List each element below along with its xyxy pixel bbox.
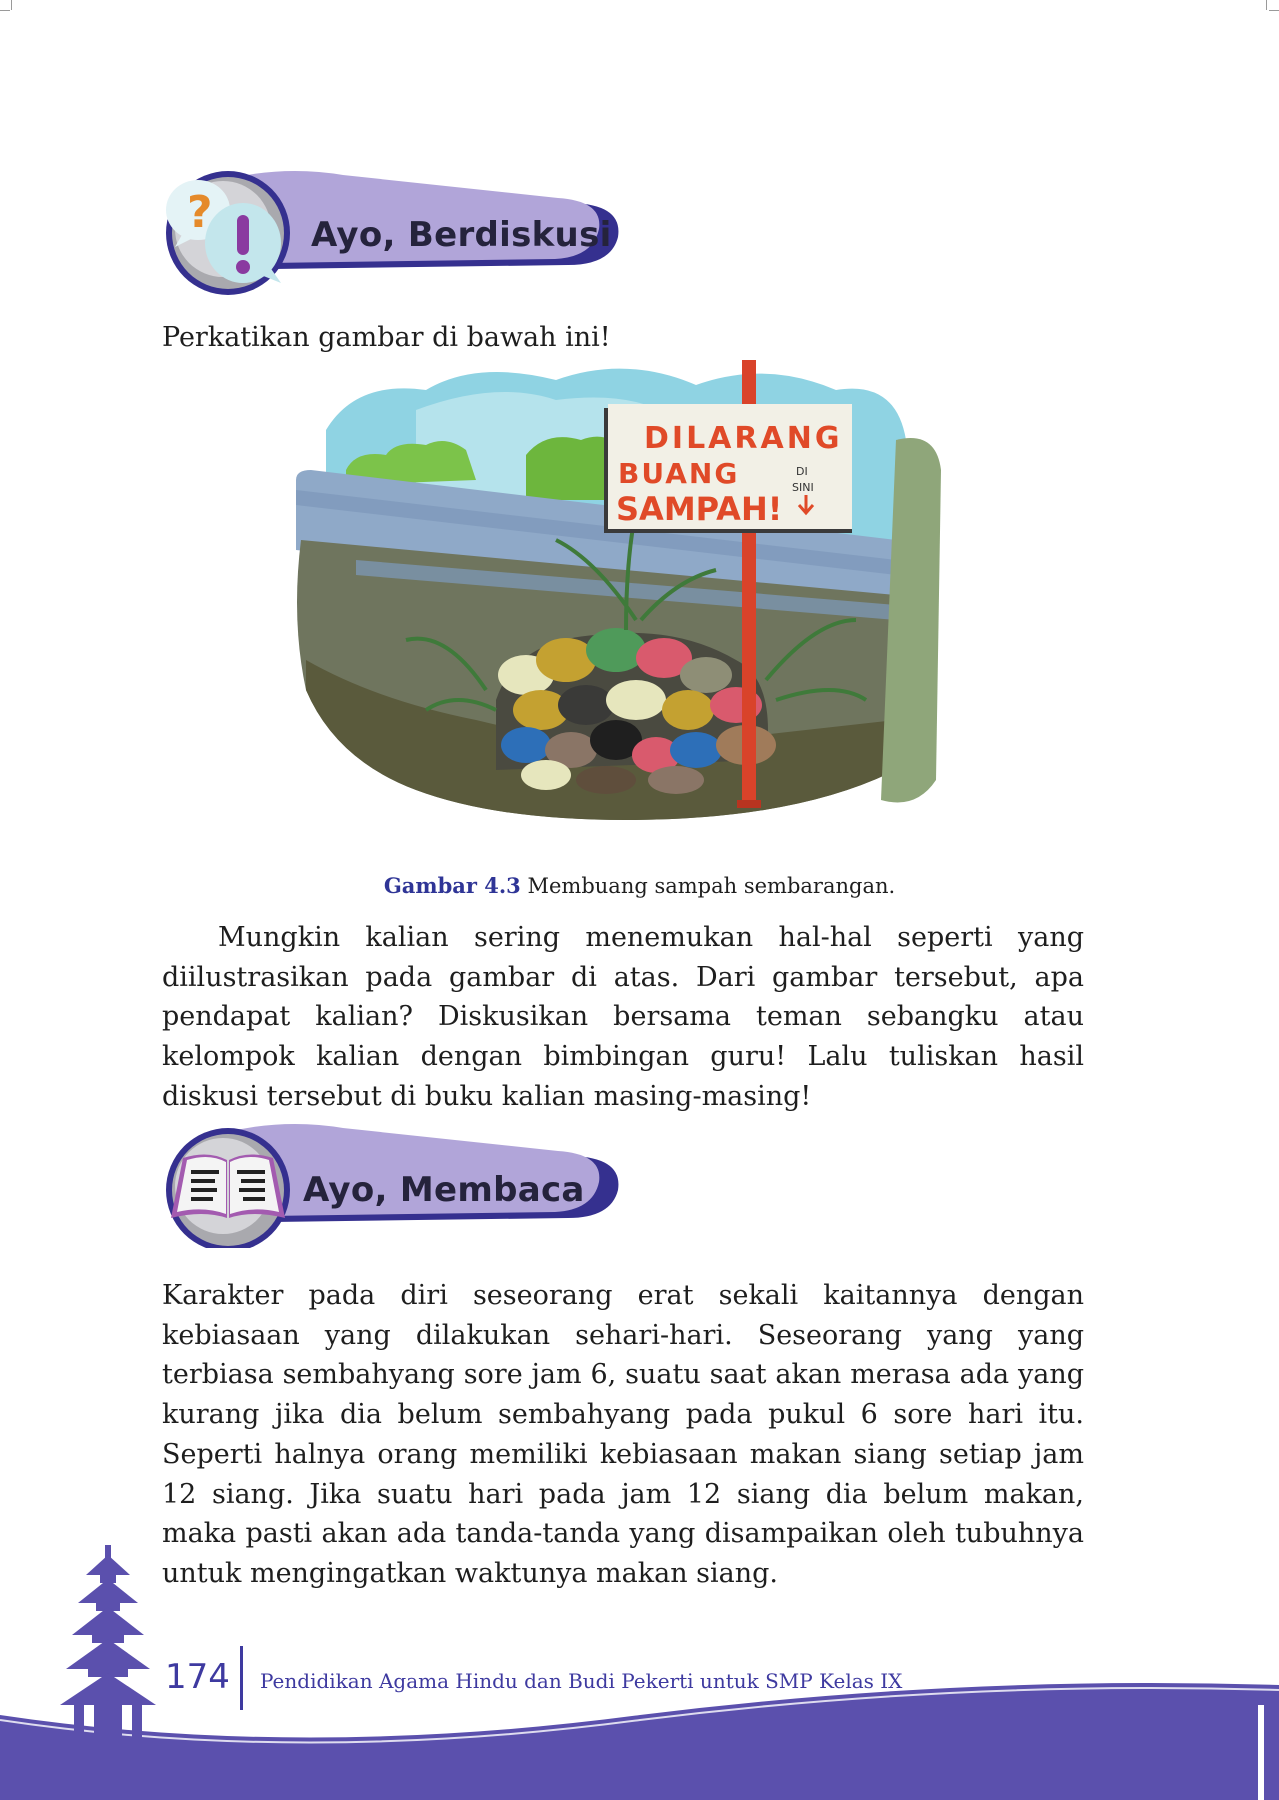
svg-text:DILARANG: DILARANG	[644, 421, 843, 456]
figure-label: Gambar 4.3	[383, 873, 521, 898]
instruction-text: Perkatikan gambar di bawah ini!	[162, 322, 611, 353]
svg-text:?: ?	[187, 187, 213, 238]
svg-text:SINI: SINI	[792, 481, 814, 494]
crop-mark	[1266, 0, 1267, 10]
reading-section-banner	[163, 1118, 623, 1248]
discussion-paragraph: Mungkin kalian sering menemukan hal-hal seperti yang diilustrasikan pada gambar di atas. Dari gambar tersebut, apa pendapat kalian? Diskusikan bersama teman sebangku atau kelompok kalian dengan bimbingan guru! Lalu tuliskan hasil diskusi tersebut di buku kalian masing-masing!	[162, 922, 1084, 1112]
svg-text:BUANG: BUANG	[618, 457, 740, 490]
crop-mark	[0, 10, 10, 11]
footer-divider	[240, 1646, 243, 1710]
figure-caption	[0, 873, 1279, 898]
illustration	[296, 360, 946, 850]
discussion-title: Ayo, Berdiskusi	[311, 215, 612, 255]
question-exclamation-icon	[163, 165, 293, 295]
book-title: Pendidikan Agama Hindu dan Budi Pekerti untuk SMP Kelas IX	[260, 1669, 903, 1693]
page-number: 174	[165, 1657, 230, 1697]
discussion-section-banner	[163, 165, 623, 295]
svg-text:DI: DI	[796, 465, 808, 478]
figure-caption-text: Membuang sampah sembarangan.	[527, 874, 896, 898]
reading-title: Ayo, Membaca	[303, 1170, 585, 1210]
open-book-icon	[163, 1118, 293, 1248]
reading-paragraph: Karakter pada diri seseorang erat sekali kaitannya dengan kebiasaan yang dilakukan sehari-hari. Seseorang yang yang terbiasa sembahyang sore jam 6, suatu saat akan merasa ada yang kurang jika dia belum sembahyang pada pukul 6 sore hari itu. Seperti halnya orang memiliki kebiasaan makan siang setiap jam 12 siang. Jika suatu hari pada jam 12 siang dia belum makan, maka pasti akan ada tanda-tanda yang disampaikan oleh tubuhnya untuk mengingatkan waktunya makan siang.	[162, 1280, 1084, 1589]
crop-mark	[1269, 10, 1279, 11]
svg-text:SAMPAH!: SAMPAH!	[616, 490, 783, 528]
crop-mark	[11, 0, 12, 10]
temple-pagoda-icon	[58, 1545, 158, 1750]
